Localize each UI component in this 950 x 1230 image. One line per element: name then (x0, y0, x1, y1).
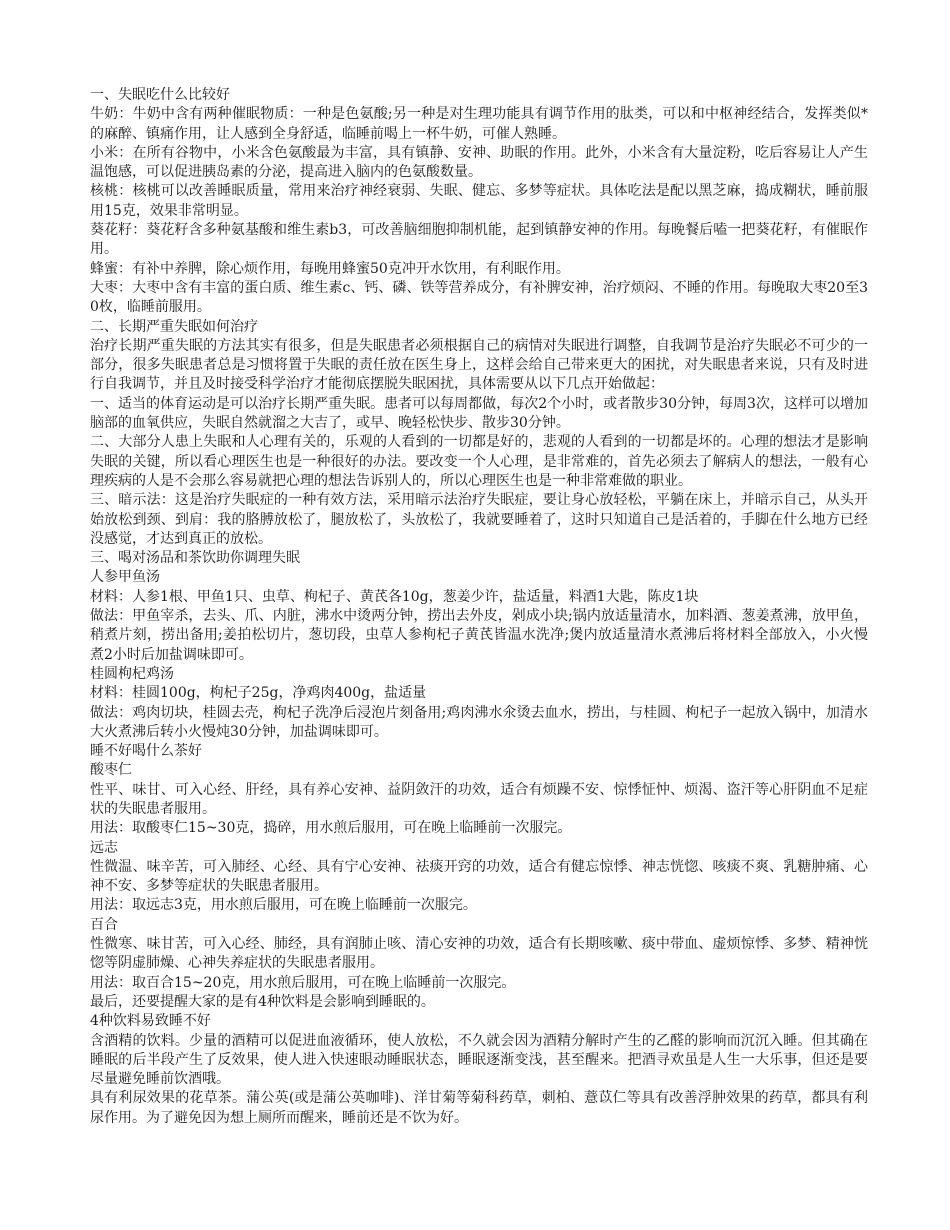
herb-usage: 用法：取百合15~20克，用水煎后服用，可在晚上临睡前一次服完。 (90, 974, 516, 991)
recipe-title: 人参甲鱼汤 (90, 569, 160, 586)
paragraph-sunflower-seed: 葵花籽：葵花籽含多种氨基酸和维生素b3，可改善脑细胞抑制机能，起到镇静安神的作用。每晚餐后嗑一把葵花籽，有催眠作用。 (90, 222, 868, 258)
paragraph-psychology: 二、大部分人患上失眠和人心理有关的，乐观的人看到的一切都是好的，悲观的人看到的一切都是坏的。心理的想法才是影响失眠的关键，所以看心理医生也是一种很好的办法。要改变一个人心理，是非常难的，首先必须去了解病人的想法，一般有心理疾病的人是不会那么容易就把心理的想法告诉别人的，所以心理医生也是一种非常难做的职业。 (90, 434, 868, 489)
subsection-heading: 4种饮料易致睡不好 (90, 1013, 211, 1030)
paragraph-jujube: 大枣：大枣中含有丰富的蛋白质、维生素c、钙、磷、铁等营养成分，有补脾安神，治疗烦闷、不睡的作用。每晚取大枣20至30枚，临睡前服用。 (90, 279, 868, 316)
paragraph-exercise: 一、适当的体育运动是可以治疗长期严重失眠。患者可以每周都做，每次2个小时，或者散步30分钟，每周3次，这样可以增加脑部的血氧供应，失眠自然就溜之大吉了，或早、晚轻松快步、散步30分钟。 (90, 395, 868, 432)
herb-usage: 用法：取酸枣仁15~30克，捣碎，用水煎后服用，可在晚上临睡前一次服完。 (90, 820, 572, 837)
paragraph-milk: 牛奶：牛奶中含有两种催眠物质：一种是色氨酸;另一种是对生理功能具有调节作用的肽类，可以和中枢神经结合，发挥类似*的麻醉、镇痛作用，让人感到全身舒适，临睡前喝上一杯牛奶，可催人熟睡。 (90, 106, 868, 142)
paragraph-millet: 小米：在所有谷物中，小米含色氨酸最为丰富，具有镇静、安神、助眠的作用。此外，小米含有大量淀粉，吃后容易让人产生温饱感，可以促进胰岛素的分泌，提高进入脑内的色氨酸数量。 (90, 144, 868, 181)
section-heading: 三、喝对汤品和茶饮助你调理失眠 (90, 550, 300, 567)
recipe-method: 做法：甲鱼宰杀，去头、爪、内脏，沸水中烫两分钟，捞出去外皮，剁成小块;锅内放适量清水，加料酒、葱姜煮沸，放甲鱼，稍煮片刻，捞出备用;姜拍松切片，葱切段，虫草人参枸杞子黄芪皆温水洗净;煲内放适量清水煮沸后将材料全部放入，小火慢煮2小时后加盐调味即可。 (90, 608, 868, 663)
recipe-title: 桂圆枸杞鸡汤 (90, 665, 174, 682)
paragraph-alcohol: 含酒精的饮料。少量的酒精可以促进血液循环，使人放松，不久就会因为酒精分解时产生的乙醛的影响而沉沉入睡。但其确在睡眠的后半段产生了反效果，使人进入快速眼动睡眠状态，睡眠逐渐变浅，甚至醒来。把酒寻欢虽是人生一大乐事，但还是要尽量避免睡前饮酒哦。 (90, 1032, 868, 1088)
recipe-ingredients: 材料：桂圆100g，枸杞子25g，净鸡肉400g，盐适量 (90, 685, 427, 702)
paragraph-reminder: 最后，还要提醒大家的是有4种饮料是会影响到睡眠的。 (90, 993, 435, 1010)
subsection-heading: 睡不好喝什么茶好 (90, 743, 202, 760)
section-heading: 二、长期严重失眠如何治疗 (90, 318, 258, 335)
section-heading: 一、失眠吃什么比较好 (90, 87, 230, 103)
herb-description: 性微温、味辛苦，可入肺经、心经、具有宁心安神、祛痰开窍的功效，适合有健忘惊悸、神志恍惚、咳痰不爽、乳糖肿痛、心神不安、多梦等症状的失眠患者服用。 (90, 858, 868, 895)
herb-description: 性平、味甘、可入心经、肝经，具有养心安神、益阴敛汗的功效，适合有烦躁不安、惊悸怔忡、烦渴、盗汗等心肝阴血不足症状的失眠患者服用。 (90, 781, 868, 817)
herb-title: 远志 (90, 839, 118, 856)
paragraph-honey: 蜂蜜：有补中养脾，除心烦作用，每晚用蜂蜜50克冲开水饮用，有利眠作用。 (90, 260, 570, 277)
paragraph-suggestion: 三、暗示法：这是治疗失眠症的一种有效方法，采用暗示法治疗失眠症，要让身心放轻松，平躺在床上，并暗示自己，从头开始放松到颈、到肩：我的胳膊放松了，腿放松了，头放松了，我就要睡着了，这时只知道自己是活着的，手脚在什么地方已经没感觉，才达到真正的放松。 (90, 492, 868, 547)
herb-usage: 用法：取远志3克，用水煎后服用，可在晚上临睡前一次服完。 (90, 897, 477, 914)
recipe-ingredients: 材料：人参1根、甲鱼1只、虫草、枸杞子、黄芪各10g，葱姜少许，盐适量，料酒1大匙，陈皮1块 (90, 588, 699, 605)
paragraph-herbal-tea: 具有利尿效果的花草茶。蒲公英(或是蒲公英咖啡)、洋甘菊等菊科药草，刺柏、薏苡仁等具有改善浮肿效果的药草，都具有利尿作用。为了避免因为想上厕所而醒来，睡前还是不饮为好。 (90, 1090, 868, 1126)
paragraph-treatment-intro: 治疗长期严重失眠的方法其实有很多，但是失眠患者必须根据自己的病情对失眠进行调整，自我调节是治疗失眠必不可少的一部分，很多失眠患者总是习惯将置于失眠的责任放在医生身上，这样会给自己带来更大的困扰，对失眠患者来说，只有及时进行自我调节，并且及时接受科学治疗才能彻底摆脱失眠困扰，具体需要从以下几点开始做起： (90, 337, 868, 393)
herb-description: 性微寒、味甘苦，可入心经、肺经，具有润肺止咳、清心安神的功效，适合有长期咳嗽、痰中带血、虚烦惊悸、多梦、精神恍惚等阴虚肺燥、心神失养症状的失眠患者服用。 (90, 936, 868, 972)
herb-title: 酸枣仁 (90, 762, 132, 779)
herb-title: 百合 (90, 916, 118, 933)
recipe-method: 做法：鸡肉切块，桂圆去壳，枸杞子洗净后浸泡片刻备用;鸡肉沸水氽烫去血水，捞出，与桂圆、枸杞子一起放入锅中，加清水大火煮沸后转小火慢炖30分钟，加盐调味即可。 (90, 704, 868, 740)
paragraph-walnut: 核桃：核桃可以改善睡眠质量，常用来治疗神经衰弱、失眠、健忘、多梦等症状。具体吃法是配以黑芝麻，捣成糊状，睡前服用15克，效果非常明显。 (90, 183, 868, 219)
article-body (90, 86, 868, 1128)
